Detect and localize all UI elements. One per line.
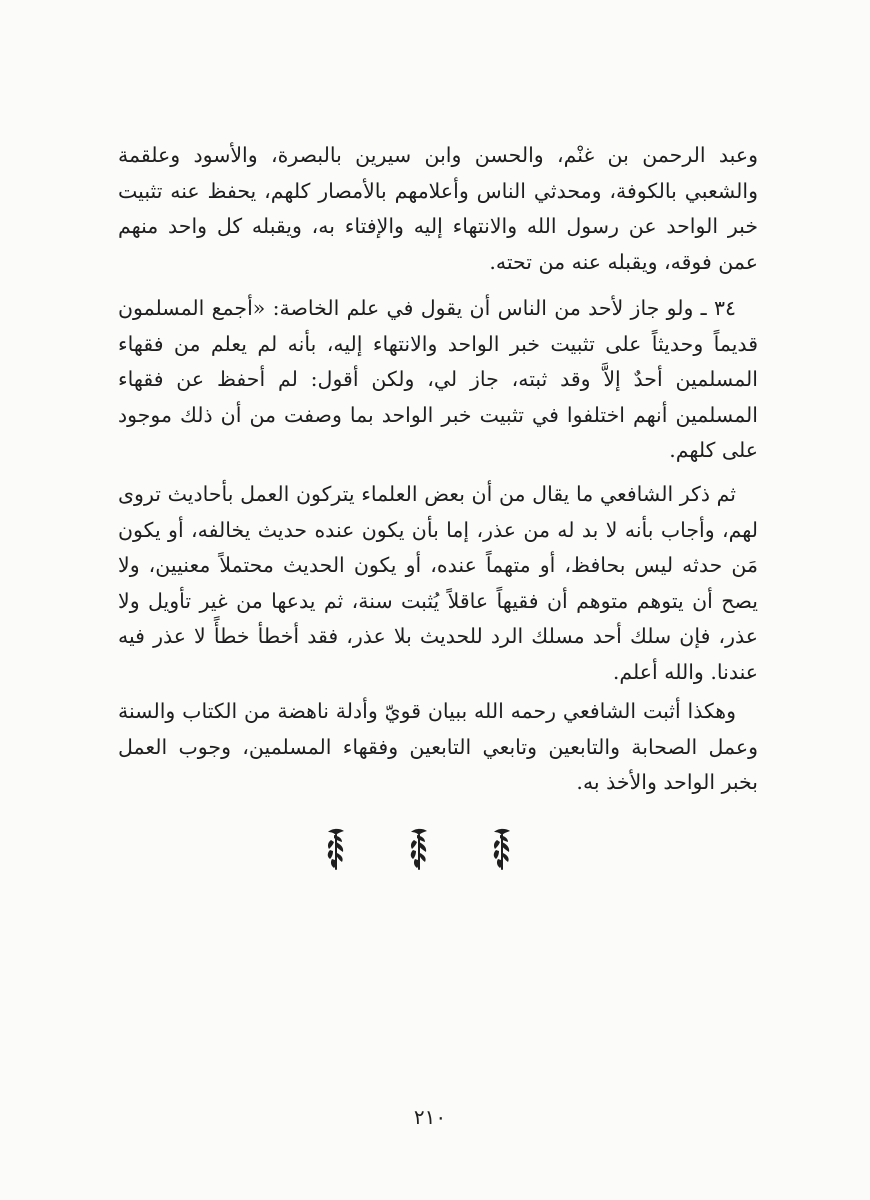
paragraph-text: ثم ذكر الشافعي ما يقال من أن بعض العلماء يتركون العمل بأحاديث تروى لهم، وأجاب بأنه لا بد له من عذر، إما بأن يكون عنده حديث يخالفه، أو يكون مَن حدثه ليس بحافظ، أو متهماً عنده، أو يكون الحديث محتملاً معنيين، ولا يصح أن يتوهم متوهم أن فقيهاً عاقلاً يُثبت سنة، ثم يدعها من غير تأويل ولا عذر، فإن سلك أحد مسلك الرد للحديث بلا عذر، فقد أخطأ خطأً لا عذر فيه عندنا. والله أعلم. — [118, 482, 758, 684]
paragraph-text: وعبد الرحمن بن غنْم، والحسن وابن سيرين بالبصرة، والأسود وعلقمة والشعبي بالكوفة، ومحدثي الناس وأعلامهم بالأمصار كلهم، يحفظ عنه تثبيت خبر الواحد عن رسول الله والانتهاء إليه والإفتاء به، ويقبله كل واحد منهم عمن فوقه، ويقبله عنه من تحته. — [118, 143, 758, 274]
floral-ornament-icon — [486, 826, 520, 872]
floral-ornament-icon — [403, 826, 437, 872]
paragraph-3 — [118, 477, 758, 690]
paragraph-1 — [118, 138, 758, 280]
paragraph-text: وهكذا أثبت الشافعي رحمه الله ببيان قويّ وأدلة ناهضة من الكتاب والسنة وعمل الصحابة والتابعين وتابعي التابعين وفقهاء المسلمين، وجوب العمل بخبر الواحد والأخذ به. — [118, 699, 758, 794]
section-divider-ornaments — [320, 824, 520, 874]
floral-ornament-icon — [320, 826, 354, 872]
paragraph-4 — [118, 694, 758, 801]
paragraph-2 — [118, 291, 758, 469]
paragraph-text: ٣٤ ـ ولو جاز لأحد من الناس أن يقول في علم الخاصة: «أجمع المسلمون قديماً وحديثاً على تثبيت خبر الواحد والانتهاء إليه، بأنه لم يعلم من فقهاء المسلمين أحدٌ إلاَّ وقد ثبته، جاز لي، ولكن أقول: لم أحفظ عن فقهاء المسلمين أنهم اختلفوا في تثبيت خبر الواحد بما وصفت من أن ذلك موجود على كلهم. — [118, 296, 758, 462]
page-number: ٢١٠ — [413, 1105, 447, 1129]
